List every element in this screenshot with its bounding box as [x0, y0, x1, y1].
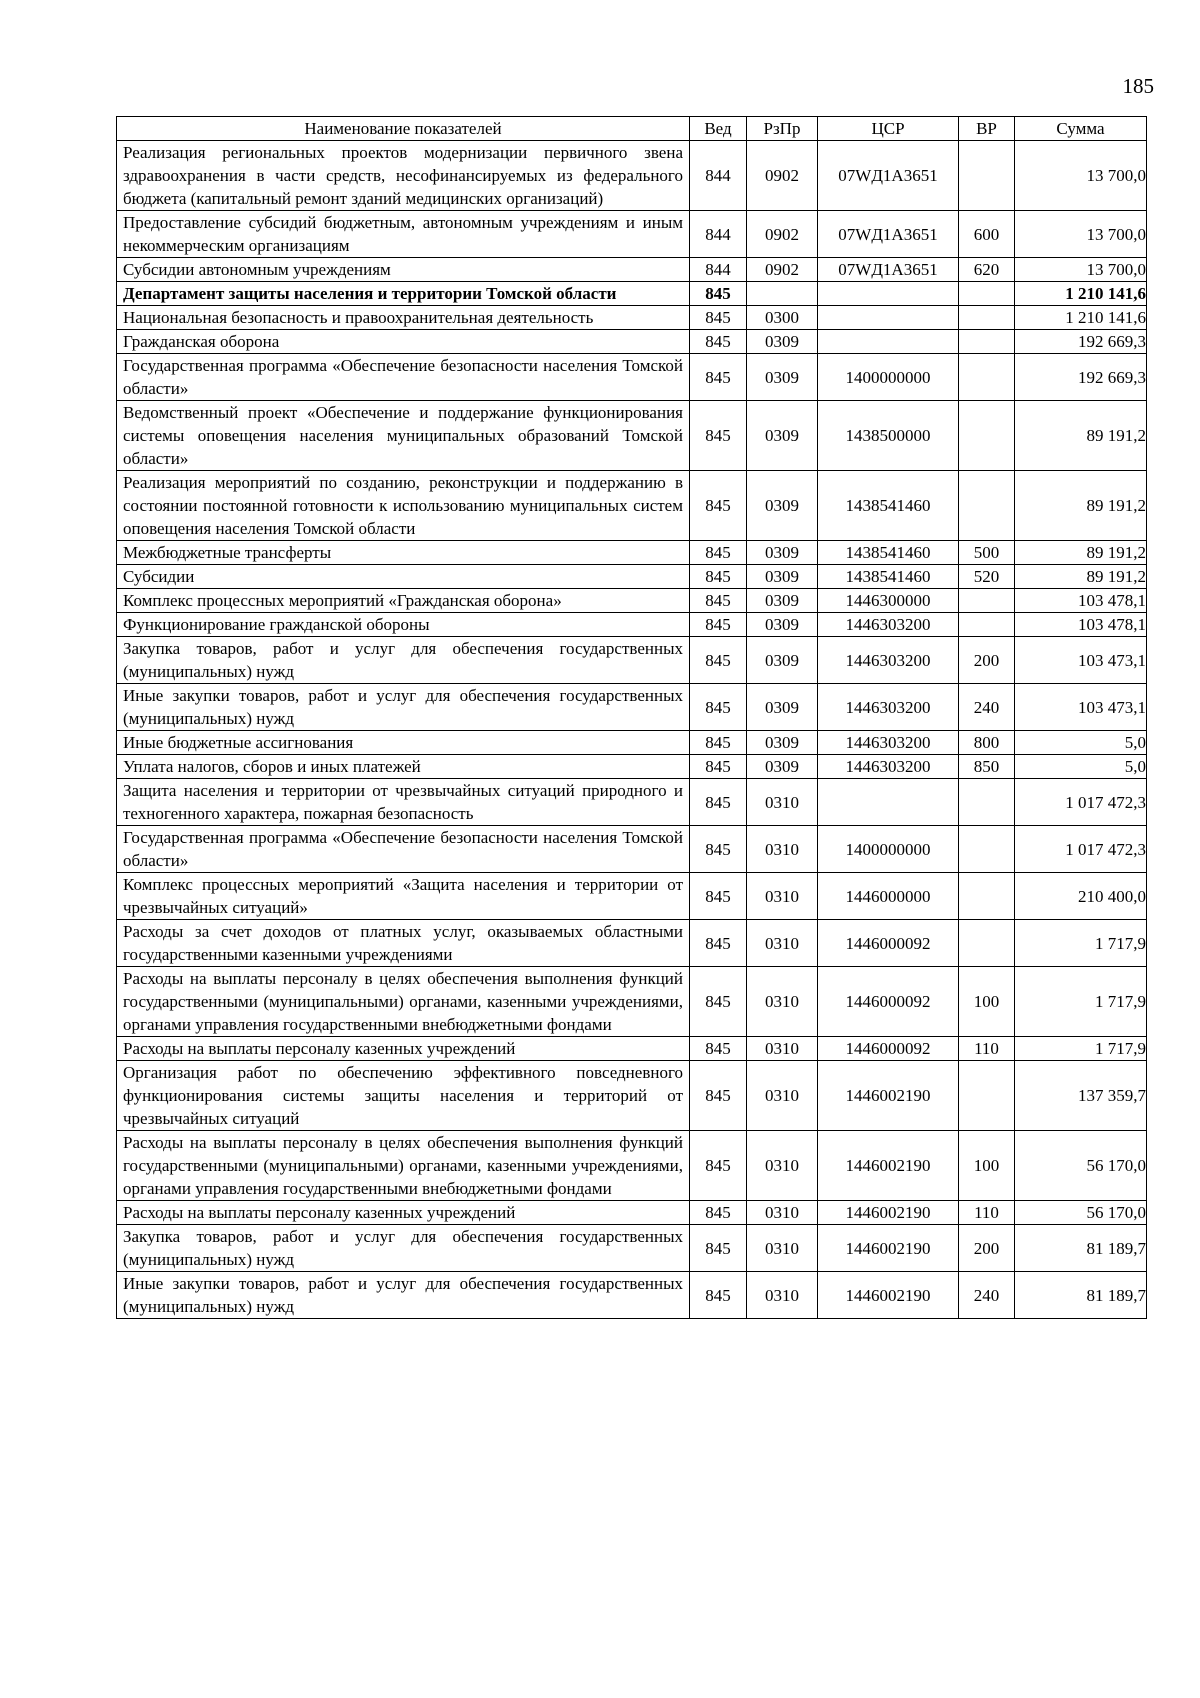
cell-vr: 240	[959, 1272, 1015, 1319]
cell-csr: 1446303200	[818, 731, 959, 755]
cell-vr: 100	[959, 967, 1015, 1037]
cell-name: Расходы за счет доходов от платных услуг, оказываемых областными государственными казенными учреждениями	[117, 920, 690, 967]
cell-vr	[959, 401, 1015, 471]
header-sum: Сумма	[1015, 117, 1147, 141]
cell-ved: 844	[690, 258, 747, 282]
table-row	[117, 141, 1147, 211]
table-row	[117, 282, 1147, 306]
table-row	[117, 1225, 1147, 1272]
cell-vr: 850	[959, 755, 1015, 779]
cell-ved: 845	[690, 1037, 747, 1061]
cell-rzpr: 0310	[747, 920, 818, 967]
cell-name: Субсидии автономным учреждениям	[117, 258, 690, 282]
cell-csr: 1446303200	[818, 755, 959, 779]
cell-name: Функционирование гражданской обороны	[117, 613, 690, 637]
table-row	[117, 731, 1147, 755]
cell-ved: 845	[690, 330, 747, 354]
table-row	[117, 826, 1147, 873]
cell-rzpr: 0309	[747, 684, 818, 731]
cell-sum: 13 700,0	[1015, 141, 1147, 211]
cell-rzpr: 0309	[747, 471, 818, 541]
table-row	[117, 1131, 1147, 1201]
cell-name: Защита населения и территории от чрезвычайных ситуаций природного и техногенного характера, пожарная безопасность	[117, 779, 690, 826]
page-number: 185	[1122, 74, 1154, 98]
cell-vr: 110	[959, 1037, 1015, 1061]
table-row	[117, 401, 1147, 471]
cell-rzpr: 0310	[747, 1061, 818, 1131]
cell-sum: 103 478,1	[1015, 589, 1147, 613]
cell-vr: 240	[959, 684, 1015, 731]
cell-name: Комплекс процессных мероприятий «Гражданская оборона»	[117, 589, 690, 613]
cell-name: Расходы на выплаты персоналу в целях обеспечения выполнения функций государственными (муниципальными) органами, казенными учреждениями, органами управления государственными внебюджетными фондами	[117, 1131, 690, 1201]
cell-name: Межбюджетные трансферты	[117, 541, 690, 565]
cell-name: Государственная программа «Обеспечение безопасности населения Томской области»	[117, 826, 690, 873]
cell-sum: 13 700,0	[1015, 211, 1147, 258]
budget-table	[116, 116, 1147, 1319]
cell-sum: 137 359,7	[1015, 1061, 1147, 1131]
table-row	[117, 873, 1147, 920]
table-row	[117, 306, 1147, 330]
table-row	[117, 565, 1147, 589]
cell-ved: 845	[690, 354, 747, 401]
cell-name: Организация работ по обеспечению эффективного повседневного функционирования системы защиты населения и территорий от чрезвычайных ситуаций	[117, 1061, 690, 1131]
cell-ved: 844	[690, 211, 747, 258]
cell-sum: 5,0	[1015, 755, 1147, 779]
cell-csr: 1446000092	[818, 1037, 959, 1061]
cell-name: Гражданская оборона	[117, 330, 690, 354]
cell-name: Департамент защиты населения и территории Томской области	[117, 282, 690, 306]
cell-sum: 81 189,7	[1015, 1272, 1147, 1319]
cell-vr: 100	[959, 1131, 1015, 1201]
cell-vr	[959, 873, 1015, 920]
cell-csr: 1446002190	[818, 1061, 959, 1131]
cell-sum: 1 717,9	[1015, 967, 1147, 1037]
cell-name: Расходы на выплаты персоналу казенных учреждений	[117, 1201, 690, 1225]
cell-ved: 845	[690, 613, 747, 637]
cell-rzpr: 0310	[747, 826, 818, 873]
cell-csr: 1446002190	[818, 1225, 959, 1272]
cell-ved: 845	[690, 541, 747, 565]
cell-rzpr: 0309	[747, 731, 818, 755]
cell-rzpr: 0309	[747, 565, 818, 589]
cell-csr: 1438541460	[818, 565, 959, 589]
cell-sum: 1 210 141,6	[1015, 282, 1147, 306]
cell-vr	[959, 1061, 1015, 1131]
cell-vr: 200	[959, 1225, 1015, 1272]
cell-rzpr: 0309	[747, 589, 818, 613]
header-vr: ВР	[959, 117, 1015, 141]
cell-name: Расходы на выплаты персоналу казенных учреждений	[117, 1037, 690, 1061]
cell-vr	[959, 613, 1015, 637]
cell-csr: 07WД1A3651	[818, 141, 959, 211]
cell-sum: 192 669,3	[1015, 354, 1147, 401]
cell-rzpr: 0902	[747, 258, 818, 282]
cell-ved: 845	[690, 401, 747, 471]
cell-name: Государственная программа «Обеспечение безопасности населения Томской области»	[117, 354, 690, 401]
cell-sum: 1 717,9	[1015, 1037, 1147, 1061]
cell-rzpr: 0310	[747, 967, 818, 1037]
cell-vr	[959, 779, 1015, 826]
cell-name: Иные бюджетные ассигнования	[117, 731, 690, 755]
cell-rzpr: 0310	[747, 1272, 818, 1319]
cell-rzpr: 0310	[747, 1131, 818, 1201]
cell-csr: 1438541460	[818, 541, 959, 565]
cell-sum: 103 473,1	[1015, 637, 1147, 684]
table-row	[117, 258, 1147, 282]
cell-ved: 845	[690, 731, 747, 755]
cell-vr: 200	[959, 637, 1015, 684]
cell-sum: 89 191,2	[1015, 401, 1147, 471]
cell-name: Иные закупки товаров, работ и услуг для обеспечения государственных (муниципальных) нужд	[117, 1272, 690, 1319]
cell-ved: 845	[690, 873, 747, 920]
cell-ved: 844	[690, 141, 747, 211]
cell-rzpr: 0902	[747, 141, 818, 211]
cell-ved: 845	[690, 1272, 747, 1319]
table-row	[117, 1061, 1147, 1131]
cell-csr: 1446303200	[818, 684, 959, 731]
cell-vr: 110	[959, 1201, 1015, 1225]
table-row	[117, 637, 1147, 684]
table-row	[117, 211, 1147, 258]
cell-sum: 1 210 141,6	[1015, 306, 1147, 330]
cell-csr: 1446000092	[818, 920, 959, 967]
cell-vr	[959, 306, 1015, 330]
cell-name: Расходы на выплаты персоналу в целях обеспечения выполнения функций государственными (муниципальными) органами, казенными учреждениями, органами управления государственными внебюджетными фондами	[117, 967, 690, 1037]
cell-vr	[959, 141, 1015, 211]
cell-sum: 13 700,0	[1015, 258, 1147, 282]
header-ved: Вед	[690, 117, 747, 141]
cell-rzpr: 0310	[747, 1225, 818, 1272]
cell-ved: 845	[690, 920, 747, 967]
cell-csr: 1400000000	[818, 354, 959, 401]
cell-vr	[959, 471, 1015, 541]
cell-rzpr: 0309	[747, 401, 818, 471]
cell-vr	[959, 330, 1015, 354]
cell-vr	[959, 354, 1015, 401]
cell-name: Субсидии	[117, 565, 690, 589]
cell-name: Реализация мероприятий по созданию, реконструкции и поддержанию в состоянии постоянной готовности к использованию муниципальных систем оповещения населения Томской области	[117, 471, 690, 541]
cell-ved: 845	[690, 306, 747, 330]
cell-vr: 520	[959, 565, 1015, 589]
cell-rzpr: 0309	[747, 637, 818, 684]
cell-sum: 89 191,2	[1015, 565, 1147, 589]
cell-name: Национальная безопасность и правоохранительная деятельность	[117, 306, 690, 330]
cell-ved: 845	[690, 565, 747, 589]
cell-csr: 1446002190	[818, 1272, 959, 1319]
cell-csr: 1438500000	[818, 401, 959, 471]
table-body	[117, 141, 1147, 1319]
cell-ved: 845	[690, 684, 747, 731]
cell-name: Комплекс процессных мероприятий «Защита населения и территории от чрезвычайных ситуаций»	[117, 873, 690, 920]
cell-rzpr: 0310	[747, 779, 818, 826]
cell-ved: 845	[690, 1131, 747, 1201]
cell-sum: 1 717,9	[1015, 920, 1147, 967]
table-header-row	[117, 117, 1147, 141]
cell-sum: 89 191,2	[1015, 541, 1147, 565]
table-row	[117, 589, 1147, 613]
cell-csr	[818, 282, 959, 306]
cell-sum: 103 473,1	[1015, 684, 1147, 731]
cell-rzpr: 0310	[747, 1201, 818, 1225]
cell-sum: 1 017 472,3	[1015, 826, 1147, 873]
cell-ved: 845	[690, 282, 747, 306]
cell-csr: 1446000092	[818, 967, 959, 1037]
table-row	[117, 684, 1147, 731]
cell-vr	[959, 826, 1015, 873]
cell-sum: 81 189,7	[1015, 1225, 1147, 1272]
cell-vr	[959, 589, 1015, 613]
table-row	[117, 471, 1147, 541]
cell-ved: 845	[690, 1061, 747, 1131]
cell-vr: 620	[959, 258, 1015, 282]
cell-csr: 1446002190	[818, 1131, 959, 1201]
table-row	[117, 1201, 1147, 1225]
cell-name: Реализация региональных проектов модернизации первичного звена здравоохранения в части средств, несофинансируемых из федерального бюджета (капитальный ремонт зданий медицинских организаций)	[117, 141, 690, 211]
cell-vr	[959, 920, 1015, 967]
cell-vr: 500	[959, 541, 1015, 565]
cell-csr: 1438541460	[818, 471, 959, 541]
cell-ved: 845	[690, 637, 747, 684]
cell-sum: 210 400,0	[1015, 873, 1147, 920]
table-row	[117, 779, 1147, 826]
header-name: Наименование показателей	[117, 117, 690, 141]
cell-name: Уплата налогов, сборов и иных платежей	[117, 755, 690, 779]
table-row	[117, 967, 1147, 1037]
cell-rzpr: 0309	[747, 354, 818, 401]
table-row	[117, 541, 1147, 565]
table-row	[117, 330, 1147, 354]
cell-rzpr: 0300	[747, 306, 818, 330]
cell-name: Закупка товаров, работ и услуг для обеспечения государственных (муниципальных) нужд	[117, 1225, 690, 1272]
cell-sum: 5,0	[1015, 731, 1147, 755]
cell-vr: 600	[959, 211, 1015, 258]
table-row	[117, 613, 1147, 637]
cell-vr: 800	[959, 731, 1015, 755]
cell-csr	[818, 330, 959, 354]
cell-sum: 56 170,0	[1015, 1201, 1147, 1225]
cell-csr: 1400000000	[818, 826, 959, 873]
cell-ved: 845	[690, 779, 747, 826]
cell-sum: 89 191,2	[1015, 471, 1147, 541]
table-row	[117, 920, 1147, 967]
cell-rzpr: 0310	[747, 873, 818, 920]
cell-csr: 1446300000	[818, 589, 959, 613]
cell-name: Иные закупки товаров, работ и услуг для обеспечения государственных (муниципальных) нужд	[117, 684, 690, 731]
cell-csr: 07WД1A3651	[818, 258, 959, 282]
cell-rzpr: 0902	[747, 211, 818, 258]
cell-csr: 07WД1A3651	[818, 211, 959, 258]
header-csr: ЦСР	[818, 117, 959, 141]
cell-rzpr: 0309	[747, 541, 818, 565]
cell-rzpr: 0309	[747, 330, 818, 354]
cell-ved: 845	[690, 755, 747, 779]
cell-ved: 845	[690, 1225, 747, 1272]
table-row	[117, 354, 1147, 401]
cell-vr	[959, 282, 1015, 306]
cell-csr: 1446303200	[818, 637, 959, 684]
cell-ved: 845	[690, 589, 747, 613]
table-row	[117, 1037, 1147, 1061]
cell-name: Закупка товаров, работ и услуг для обеспечения государственных (муниципальных) нужд	[117, 637, 690, 684]
cell-sum: 103 478,1	[1015, 613, 1147, 637]
cell-ved: 845	[690, 471, 747, 541]
cell-sum: 1 017 472,3	[1015, 779, 1147, 826]
cell-csr	[818, 779, 959, 826]
cell-csr: 1446000000	[818, 873, 959, 920]
table-row	[117, 755, 1147, 779]
cell-ved: 845	[690, 967, 747, 1037]
table-row	[117, 1272, 1147, 1319]
cell-rzpr: 0309	[747, 613, 818, 637]
cell-csr: 1446002190	[818, 1201, 959, 1225]
cell-sum: 56 170,0	[1015, 1131, 1147, 1201]
cell-rzpr	[747, 282, 818, 306]
header-rzpr: РзПр	[747, 117, 818, 141]
cell-rzpr: 0309	[747, 755, 818, 779]
cell-name: Предоставление субсидий бюджетным, автономным учреждениям и иным некоммерческим организациям	[117, 211, 690, 258]
cell-ved: 845	[690, 1201, 747, 1225]
cell-sum: 192 669,3	[1015, 330, 1147, 354]
cell-csr	[818, 306, 959, 330]
cell-name: Ведомственный проект «Обеспечение и поддержание функционирования системы оповещения населения муниципальных образований Томской области»	[117, 401, 690, 471]
cell-rzpr: 0310	[747, 1037, 818, 1061]
cell-ved: 845	[690, 826, 747, 873]
cell-csr: 1446303200	[818, 613, 959, 637]
